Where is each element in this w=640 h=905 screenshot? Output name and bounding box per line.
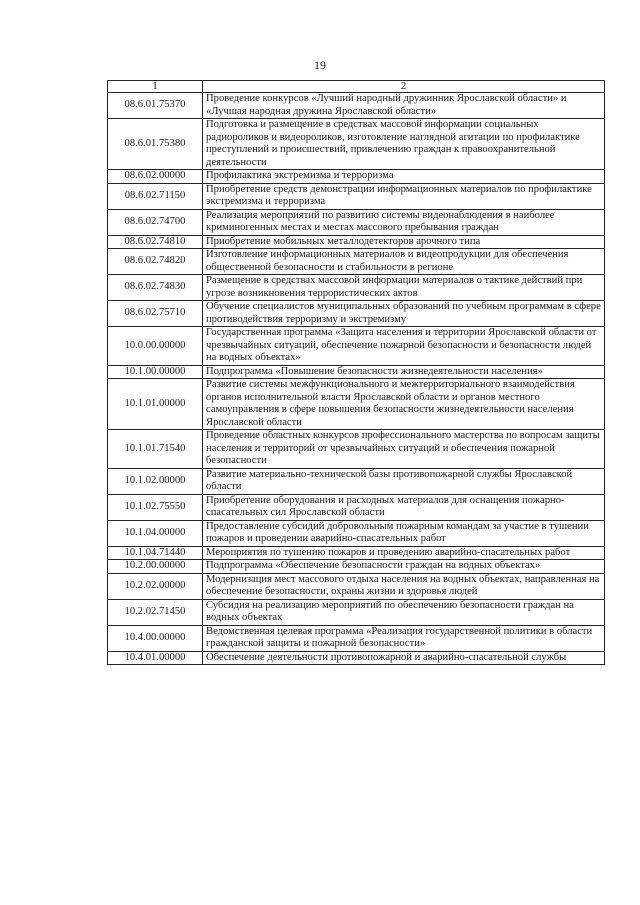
- table-row: [108, 430, 605, 469]
- row-code: 08.6.02.00000: [108, 170, 203, 184]
- row-description: Подготовка и размещение в средствах массовой информации социальных радиороликов и видеороликов, изготовление наглядной агитации по профилактике преступлений и происшествий, привлечению граждан к правоохранительной деятельности: [203, 119, 605, 170]
- table-row: [108, 494, 605, 520]
- row-code: 10.1.04.00000: [108, 520, 203, 546]
- table-row: [108, 520, 605, 546]
- budget-classification-table: [107, 80, 605, 665]
- row-code: 10.1.00.00000: [108, 365, 203, 379]
- row-code: 10.2.02.00000: [108, 573, 203, 599]
- row-description: Субсидия на реализацию мероприятий по обеспечению безопасности граждан на водных объектах: [203, 599, 605, 625]
- column-header-code: 1: [108, 81, 203, 93]
- row-code: 10.4.00.00000: [108, 625, 203, 651]
- row-description: Обеспечение деятельности противопожарной и аварийно-спасательной службы: [203, 651, 605, 665]
- row-description: Подпрограмма «Обеспечение безопасности граждан на водных объектах»: [203, 560, 605, 574]
- row-code: 10.1.01.00000: [108, 379, 203, 430]
- row-description: Реализация мероприятий по развитию системы видеонаблюдения в наиболее криминогенных местах и местах массового пребывания граждан: [203, 209, 605, 235]
- row-code: 10.1.02.75550: [108, 494, 203, 520]
- row-code: 08.6.01.75370: [108, 93, 203, 119]
- table-row: [108, 573, 605, 599]
- table-row: [108, 625, 605, 651]
- table-row: [108, 379, 605, 430]
- table-row: [108, 327, 605, 366]
- row-code: 10.2.02.71450: [108, 599, 203, 625]
- table-row: [108, 119, 605, 170]
- table-row: [108, 249, 605, 275]
- row-code: 08.6.02.71150: [108, 183, 203, 209]
- row-description: Приобретение мобильных металлодетекторов арочного типа: [203, 235, 605, 249]
- row-code: 08.6.02.75710: [108, 301, 203, 327]
- row-code: 10.1.04.71440: [108, 546, 203, 560]
- table-row: [108, 275, 605, 301]
- row-code: 10.2.00.00000: [108, 560, 203, 574]
- table-row: [108, 468, 605, 494]
- row-description: Подпрограмма «Повышение безопасности жизнедеятельности населения»: [203, 365, 605, 379]
- table-row: [108, 183, 605, 209]
- row-description: Изготовление информационных материалов и видеопродукции для обеспечения общественной безопасности и стабильности в регионе: [203, 249, 605, 275]
- table-row: [108, 301, 605, 327]
- table-row: [108, 93, 605, 119]
- row-description: Государственная программа «Защита населения и территории Ярославской области от чрезвычайных ситуаций, обеспечение пожарной безопасности и безопасности людей на водных объектах»: [203, 327, 605, 366]
- table-row: [108, 365, 605, 379]
- table-row: [108, 235, 605, 249]
- row-description: Размещение в средствах массовой информации материалов о тактике действий при угрозе возникновения террористических актов: [203, 275, 605, 301]
- row-code: 08.6.01.75380: [108, 119, 203, 170]
- row-code: 10.1.02.00000: [108, 468, 203, 494]
- table-header-row: [108, 81, 605, 93]
- row-code: 10.1.01.71540: [108, 430, 203, 469]
- row-description: Обучение специалистов муниципальных образований по учебным программам в сфере противодействия терроризму и экстремизму: [203, 301, 605, 327]
- row-description: Модернизация мест массового отдыха населения на водных объектах, направленная на обеспечение безопасности, охраны жизни и здоровья людей: [203, 573, 605, 599]
- row-description: Приобретение средств демонстрации информационных материалов по профилактике экстремизма и терроризма: [203, 183, 605, 209]
- row-code: 10.0.00.00000: [108, 327, 203, 366]
- table-row: [108, 599, 605, 625]
- row-code: 08.6.02.74810: [108, 235, 203, 249]
- row-description: Проведение конкурсов «Лучший народный дружинник Ярославской области» и «Лучшая народная дружина Ярославской области»: [203, 93, 605, 119]
- row-code: 08.6.02.74830: [108, 275, 203, 301]
- page-number: 19: [314, 58, 326, 72]
- row-description: Развитие материально-технической базы противопожарной службы Ярославской области: [203, 468, 605, 494]
- table-row: [108, 170, 605, 184]
- table-row: [108, 546, 605, 560]
- row-code: 08.6.02.74820: [108, 249, 203, 275]
- row-description: Приобретение оборудования и расходных материалов для оснащения пожарно-спасательных сил Ярославской области: [203, 494, 605, 520]
- column-header-description: 2: [203, 81, 605, 93]
- table-row: [108, 560, 605, 574]
- row-description: Профилактика экстремизма и терроризма: [203, 170, 605, 184]
- row-description: Мероприятия по тушению пожаров и проведению аварийно-спасательных работ: [203, 546, 605, 560]
- table-row: [108, 651, 605, 665]
- row-description: Ведомственная целевая программа «Реализация государственной политики в области гражданской защиты и пожарной безопасности»: [203, 625, 605, 651]
- row-description: Проведение областных конкурсов профессионального мастерства по вопросам защиты населения и территорий от чрезвычайных ситуаций и обеспечения пожарной безопасности: [203, 430, 605, 469]
- row-code: 08.6.02.74700: [108, 209, 203, 235]
- row-description: Развитие системы межфункционального и межтерриториального взаимодействия органов исполнительной власти Ярославской области и органов местного самоуправления в сфере повышения безопасности жизнедеятельности населения Ярославской области: [203, 379, 605, 430]
- table-body: [108, 93, 605, 665]
- row-code: 10.4.01.00000: [108, 651, 203, 665]
- table-row: [108, 209, 605, 235]
- row-description: Предоставление субсидий добровольным пожарным командам за участие в тушении пожаров и проведении аварийно-спасательных работ: [203, 520, 605, 546]
